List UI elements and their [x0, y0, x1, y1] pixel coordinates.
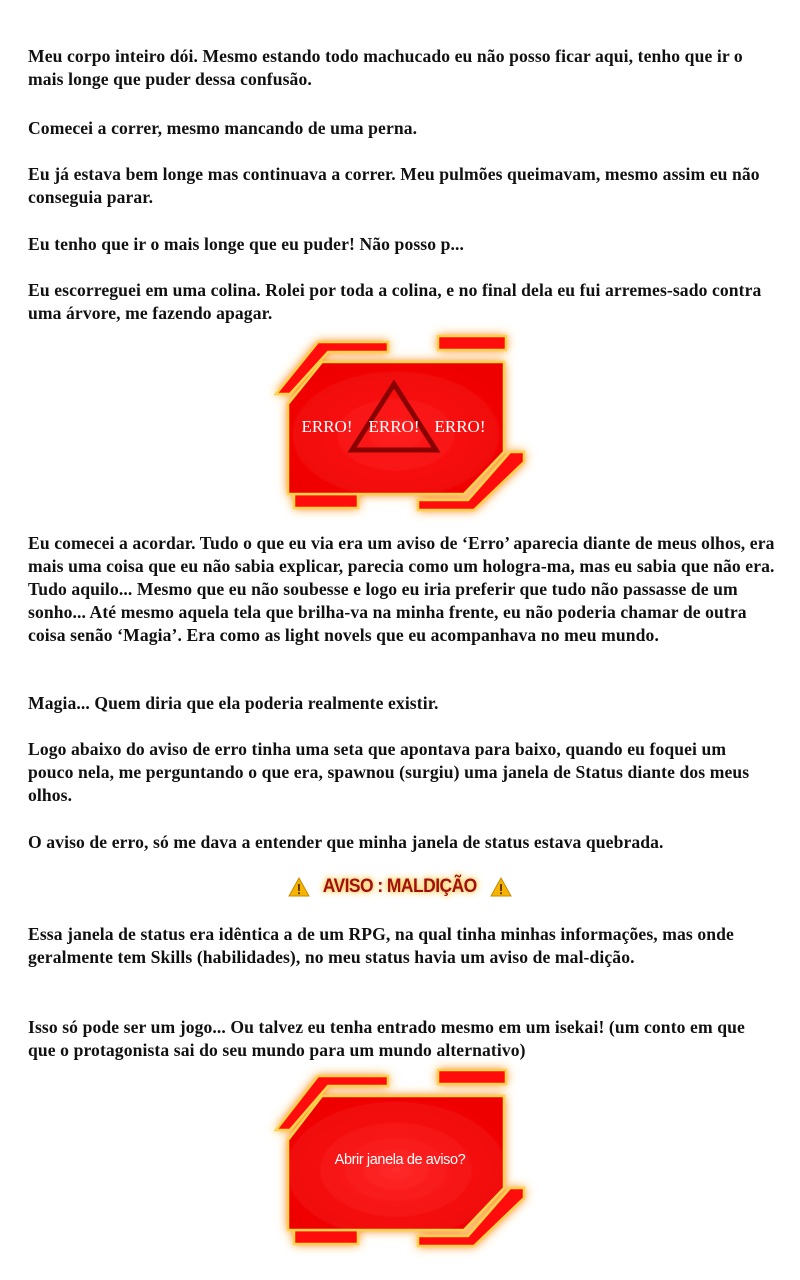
paragraph-8: Logo abaixo do aviso de erro tinha uma seta que apontava para baixo, quando eu foquei um pouco nela, me perguntando o que era, spawnou (surgiu) uma janela de Status diante dos meus olhos.	[28, 739, 750, 805]
paragraph-3: Eu já estava bem longe mas continuava a correr. Meu pulmões queimavam, mesmo assim eu não conseguia parar.	[28, 164, 760, 207]
dialog-prompt-text: Abrir janela de aviso?	[334, 1152, 466, 1168]
error-label-2: ERRO!	[368, 417, 420, 436]
paragraph-7: Magia... Quem diria que ela poderia realmente existir.	[28, 693, 439, 713]
warning-heading	[0, 873, 800, 901]
paragraph-10: Essa janela de status era idêntica a de um RPG, na qual tinha minhas informações, mas onde geralmente tem Skills (habilidades), no meu status havia um aviso de mal-dição.	[28, 924, 734, 967]
dialog-panel-graphic[interactable]	[268, 1068, 532, 1250]
error-label-1: ERRO!	[301, 417, 353, 436]
paragraph-1: Meu corpo inteiro dói. Mesmo estando todo machucado eu não posso ficar aqui, tenho que ir o mais longe que puder dessa confusão.	[28, 46, 743, 89]
warning-heading-text: AVISO : MALDIÇÃO	[323, 876, 477, 897]
paragraph-6: Eu comecei a acordar. Tudo o que eu via era um aviso de ‘Erro’ aparecia diante de meus olhos, era mais uma coisa que eu não sabia explicar, parecia como um hologra-ma, mas eu sabia que não era. Tudo aquilo... Mesmo que eu não soubesse e logo eu iria preferir que tudo não passasse de um sonho... Até mesmo aquela tela que brilha-va na minha frente, eu não poderia chamar de outra coisa senão ‘Magia’. Era como as light novels que eu acompanhava no meu mundo.	[28, 533, 775, 645]
warning-icon	[490, 877, 512, 897]
open-warning-dialog[interactable]	[268, 1068, 532, 1250]
paragraph-5: Eu escorreguei em uma colina. Rolei por toda a colina, e no final dela eu fui arremes-sado contra uma árvore, me fazendo apagar.	[28, 280, 762, 323]
paragraph-9: O aviso de erro, só me dava a entender que minha janela de status estava quebrada.	[28, 832, 664, 852]
paragraph-4: Eu tenho que ir o mais longe que eu puder! Não posso p...	[28, 234, 465, 254]
error-label-3: ERRO!	[434, 417, 486, 436]
paragraph-11: Isso só pode ser um jogo... Ou talvez eu tenha entrado mesmo em um isekai! (um conto em que que o protagonista sai do seu mundo para um mundo alternativo)	[28, 1017, 745, 1060]
warning-icon	[288, 877, 310, 897]
paragraph-2: Comecei a correr, mesmo mancando de uma perna.	[28, 118, 418, 138]
error-panel-graphic	[268, 334, 532, 514]
error-panel	[268, 334, 532, 514]
